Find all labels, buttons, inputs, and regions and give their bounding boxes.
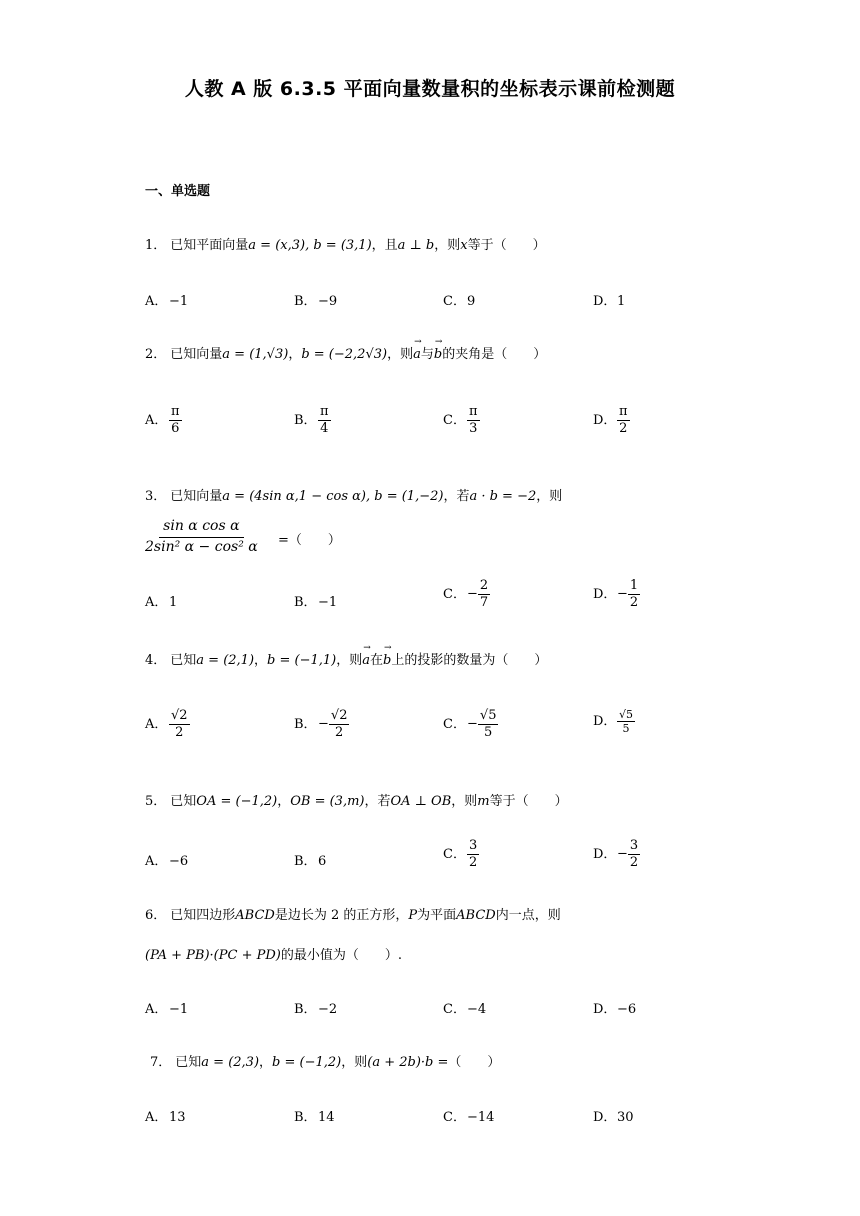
option-a (145, 850, 188, 869)
question-5 (145, 790, 568, 809)
question-text: 已知 (170, 653, 197, 668)
option-d (593, 1106, 634, 1125)
option-label: C． (443, 716, 466, 732)
math-variable: ABCD (235, 908, 275, 923)
option-b (294, 850, 326, 869)
question-2 (145, 343, 546, 362)
question-1 (145, 234, 546, 253)
question-text: ，则 (387, 347, 414, 362)
option-label: B． (294, 716, 317, 732)
option-value: −1 (169, 294, 189, 309)
option-a (145, 1106, 186, 1125)
sign: − (467, 716, 478, 732)
option-label: D． (593, 1110, 617, 1125)
math-expression: a · b = −2 (469, 489, 537, 504)
question-number: 1． (145, 238, 167, 253)
sign: − (617, 586, 628, 602)
option-c (443, 404, 480, 436)
option-label: A． (145, 294, 168, 309)
option-value: −1 (318, 595, 338, 610)
option-c (443, 290, 475, 309)
math-expression: OA ⊥ OB (390, 794, 452, 809)
question-text: 为平面 (417, 908, 457, 923)
option-label: D． (593, 846, 617, 862)
option-label: A． (145, 1002, 168, 1017)
math-expression: a = (x,3), b = (3,1) (248, 238, 372, 253)
option-label: C． (443, 846, 466, 862)
option-value: −1 (169, 1002, 189, 1017)
math-expression: b = (−1,1) (267, 653, 337, 668)
numerator: π (469, 404, 478, 419)
denominator: 2 (629, 854, 639, 870)
question-text: 与 (420, 347, 434, 362)
option-label: D． (593, 412, 617, 428)
numerator: π (619, 404, 628, 419)
option-c (443, 578, 490, 610)
fraction (467, 838, 479, 870)
option-a (145, 404, 182, 436)
option-b (294, 591, 337, 610)
option-label: C． (443, 412, 466, 428)
option-a (145, 708, 190, 740)
question-text: ，若 (443, 489, 470, 504)
question-text: 已知 (175, 1055, 202, 1070)
denominator: 6 (171, 420, 180, 436)
option-d (593, 708, 635, 735)
numerator: √2 (171, 708, 188, 723)
option-label: B． (294, 854, 317, 869)
question-text: ，则 (336, 653, 363, 668)
option-a (145, 998, 188, 1017)
vector-b: → b (434, 347, 442, 362)
question-text: 已知向量 (170, 347, 223, 362)
numerator: √5 (479, 708, 497, 723)
option-a (145, 290, 188, 309)
question-text: 已知平面向量 (170, 238, 249, 253)
math-expression: a = (1,√3) (222, 347, 289, 362)
math-expression: a ⊥ b (397, 238, 435, 253)
fraction (467, 404, 480, 436)
denominator: 2 (175, 724, 184, 740)
option-label: D． (593, 294, 617, 309)
option-label: A． (145, 595, 168, 610)
fraction (628, 838, 640, 870)
option-c (443, 838, 479, 870)
question-4 (145, 649, 547, 668)
question-text: ，若 (364, 794, 391, 809)
option-d (593, 838, 640, 870)
question-6 (145, 904, 561, 923)
question-text: 已知四边形 (170, 908, 236, 923)
question-number: 6． (145, 908, 167, 923)
option-b (294, 708, 349, 740)
page-title: 人教 A 版 6.3.5 平面向量数量积的坐标表示课前检测题 (184, 78, 676, 100)
sign: − (318, 716, 329, 732)
option-c (443, 998, 486, 1017)
question-number: 5． (145, 794, 167, 809)
denominator: 2 (335, 724, 344, 740)
option-label: C． (443, 294, 466, 309)
question-number: 7． (150, 1055, 172, 1070)
fraction (318, 404, 331, 436)
option-value: 6 (318, 854, 327, 869)
denominator: 3 (469, 420, 478, 436)
option-d (593, 290, 625, 309)
sign: − (617, 846, 628, 862)
vector-a: → a (413, 347, 421, 362)
denominator: 5 (484, 724, 493, 740)
option-label: A． (145, 854, 168, 869)
numerator: √2 (330, 708, 348, 723)
math-expression: b = (−1,2) (272, 1055, 342, 1070)
fraction (478, 708, 499, 740)
math-expression: OA = (−1,2) (196, 794, 278, 809)
denominator: 2 (469, 854, 478, 870)
option-d (593, 998, 636, 1017)
option-value: 1 (169, 595, 178, 610)
option-d (593, 404, 630, 436)
option-label: A． (145, 1110, 168, 1125)
denominator: 2 (619, 420, 628, 436)
option-label: A． (145, 716, 168, 732)
option-value: 13 (169, 1110, 186, 1125)
option-value: −2 (318, 1002, 338, 1017)
numerator: 1 (629, 578, 639, 593)
option-b (294, 1106, 335, 1125)
option-label: C． (443, 1002, 466, 1017)
fraction (617, 404, 630, 436)
math-variable: x (460, 238, 468, 253)
sign: − (467, 586, 478, 602)
question-text: 内一点，则 (495, 908, 561, 923)
math-expression: (a + 2b)·b = (367, 1055, 449, 1070)
denominator: 4 (320, 420, 329, 436)
option-value: −6 (169, 854, 189, 869)
option-label: B． (294, 412, 317, 428)
question-text: ，则 (451, 794, 478, 809)
question-7 (150, 1051, 500, 1070)
math-expression: b = (−2,2√3) (301, 347, 388, 362)
math-expression: a = (2,1) (196, 653, 255, 668)
option-b (294, 404, 331, 436)
fraction (628, 578, 640, 610)
numerator: π (320, 404, 329, 419)
question-text: ， (288, 347, 302, 362)
question-text: 上的投影的数量为（ ） (391, 653, 548, 668)
question-number: 3． (145, 489, 167, 504)
question-number: 4． (145, 653, 167, 668)
question-3 (145, 485, 562, 504)
numerator: π (171, 404, 180, 419)
option-c (443, 1106, 494, 1125)
option-d (593, 578, 640, 610)
math-variable: m (477, 794, 490, 809)
section-heading: 一、单选题 (145, 184, 211, 199)
fraction (617, 708, 635, 735)
option-b (294, 290, 337, 309)
math-expression: a = (4sin α,1 − cos α), b = (1,−2) (222, 489, 444, 504)
question-text: （ ） (448, 1055, 501, 1070)
question-text: 的最小值为（ ）. (280, 948, 402, 963)
math-variable: P (408, 908, 418, 923)
option-label: B． (294, 1110, 317, 1125)
fraction (169, 708, 190, 740)
question-text: ，且 (371, 238, 398, 253)
option-value: 9 (467, 294, 476, 309)
option-label: A． (145, 412, 168, 428)
math-expression: a = (2,3) (201, 1055, 260, 1070)
option-value: −9 (318, 294, 338, 309)
question-text: ， (277, 794, 291, 809)
fraction (478, 578, 490, 610)
question-text: 已知向量 (170, 489, 223, 504)
option-value: 30 (617, 1110, 634, 1125)
numerator: 2 (479, 578, 489, 593)
question-text: 在 (370, 653, 384, 668)
question-text: 的夹角是（ ） (442, 347, 547, 362)
option-label: C． (443, 1110, 466, 1125)
option-value: −6 (617, 1002, 637, 1017)
question-text: 等于（ ） (467, 238, 546, 253)
numerator: 3 (629, 838, 639, 853)
math-expression: (PA + PB)·(PC + PD) (145, 948, 281, 963)
fraction-expression (145, 517, 258, 557)
vector-b: → b (383, 653, 391, 668)
numerator: √5 (619, 708, 634, 721)
question-text: ，则 (536, 489, 563, 504)
denominator: 7 (479, 594, 489, 610)
option-value: −4 (467, 1002, 487, 1017)
question-text: 已知 (170, 794, 197, 809)
question-text: ，则 (434, 238, 461, 253)
math-variable: ABCD (456, 908, 496, 923)
fraction (329, 708, 350, 740)
denominator: 5 (622, 722, 630, 736)
option-value: 14 (318, 1110, 335, 1125)
question-number: 2． (145, 347, 167, 362)
denominator: 2sin² α − cos² α (145, 538, 258, 555)
option-label: D． (593, 714, 617, 730)
option-label: B． (294, 595, 317, 610)
option-label: C． (443, 586, 466, 602)
question-6-line-2 (145, 944, 402, 963)
question-text: 是边长为 2 的正方形， (274, 908, 409, 923)
question-text: ， (254, 653, 268, 668)
option-b (294, 998, 337, 1017)
vector-a: → a (362, 653, 370, 668)
question-text: 等于（ ） (489, 794, 568, 809)
option-value: 1 (617, 294, 626, 309)
math-expression: OB = (3,m) (290, 794, 365, 809)
option-value: −14 (467, 1110, 495, 1125)
option-label: D． (593, 586, 617, 602)
option-a (145, 591, 177, 610)
option-c (443, 708, 498, 740)
question-text: ， (259, 1055, 273, 1070)
option-label: B． (294, 1002, 317, 1017)
option-label: D． (593, 1002, 617, 1017)
numerator: sin α cos α (159, 517, 243, 538)
question-text: ，则 (341, 1055, 368, 1070)
option-label: B． (294, 294, 317, 309)
question-text: =（ ） (278, 533, 341, 548)
numerator: 3 (469, 838, 478, 853)
fraction (169, 404, 182, 436)
denominator: 2 (629, 594, 639, 610)
